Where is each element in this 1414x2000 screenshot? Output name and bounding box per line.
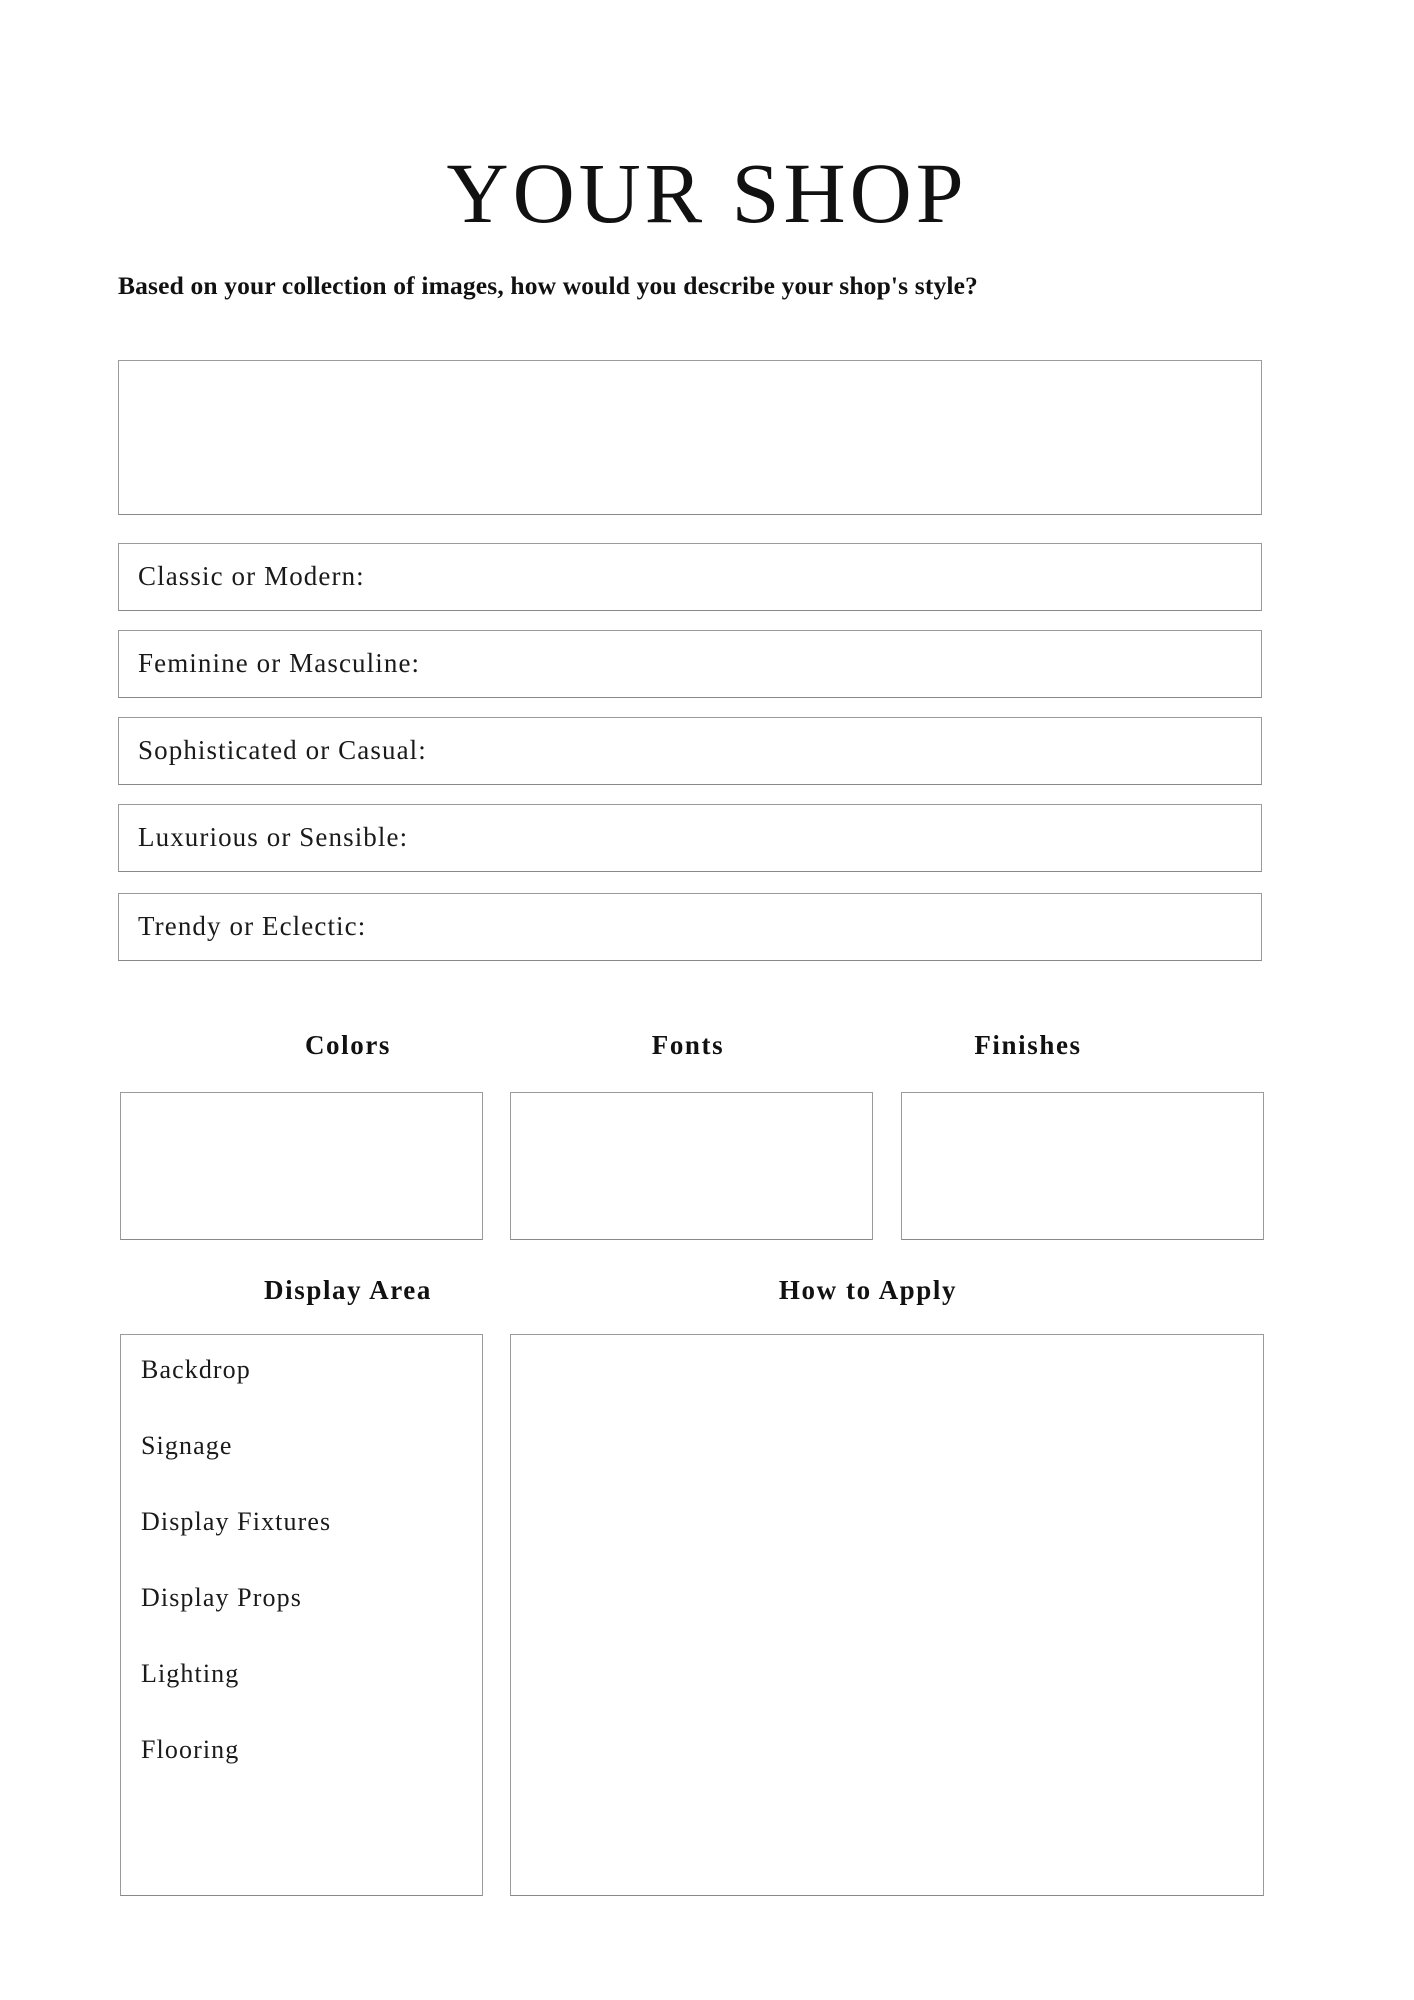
fonts-heading: Fonts xyxy=(651,1030,725,1060)
colors-input-box[interactable] xyxy=(120,1092,483,1240)
list-item[interactable]: Flooring xyxy=(141,1735,240,1764)
field-feminine-or-masculine[interactable] xyxy=(118,630,1262,698)
field-classic-or-modern[interactable] xyxy=(118,543,1262,611)
field-classic-or-modern-label: Classic or Modern: xyxy=(138,560,365,591)
page-title: YOUR SHOP xyxy=(446,144,968,241)
list-item[interactable]: Backdrop xyxy=(141,1355,251,1384)
field-sophisticated-or-casual[interactable] xyxy=(118,717,1262,785)
display-area-heading: Display Area xyxy=(264,1275,432,1305)
list-item[interactable]: Signage xyxy=(141,1431,233,1460)
field-luxurious-or-sensible-label: Luxurious or Sensible: xyxy=(138,821,409,852)
display-area-list xyxy=(141,1357,472,1813)
colors-heading: Colors xyxy=(304,1030,392,1060)
style-question-label: Based on your collection of images, how would you describe your shop's style? xyxy=(118,271,978,300)
finishes-input-box[interactable] xyxy=(901,1092,1264,1240)
list-item[interactable]: Display Fixtures xyxy=(141,1507,332,1536)
list-item[interactable]: Display Props xyxy=(141,1583,302,1612)
worksheet-sheet xyxy=(118,0,1296,2000)
field-sophisticated-or-casual-label: Sophisticated or Casual: xyxy=(138,734,427,765)
display-area-box xyxy=(120,1334,483,1896)
how-to-apply-heading: How to Apply xyxy=(778,1275,958,1305)
field-feminine-or-masculine-label: Feminine or Masculine: xyxy=(138,647,421,678)
style-answer-textarea[interactable] xyxy=(118,360,1262,515)
how-to-apply-textarea[interactable] xyxy=(510,1334,1264,1896)
list-item[interactable]: Lighting xyxy=(141,1659,240,1688)
finishes-heading: Finishes xyxy=(974,1030,1082,1060)
field-trendy-or-eclectic[interactable] xyxy=(118,893,1262,961)
field-trendy-or-eclectic-label: Trendy or Eclectic: xyxy=(138,910,367,941)
field-luxurious-or-sensible[interactable] xyxy=(118,804,1262,872)
fonts-input-box[interactable] xyxy=(510,1092,873,1240)
